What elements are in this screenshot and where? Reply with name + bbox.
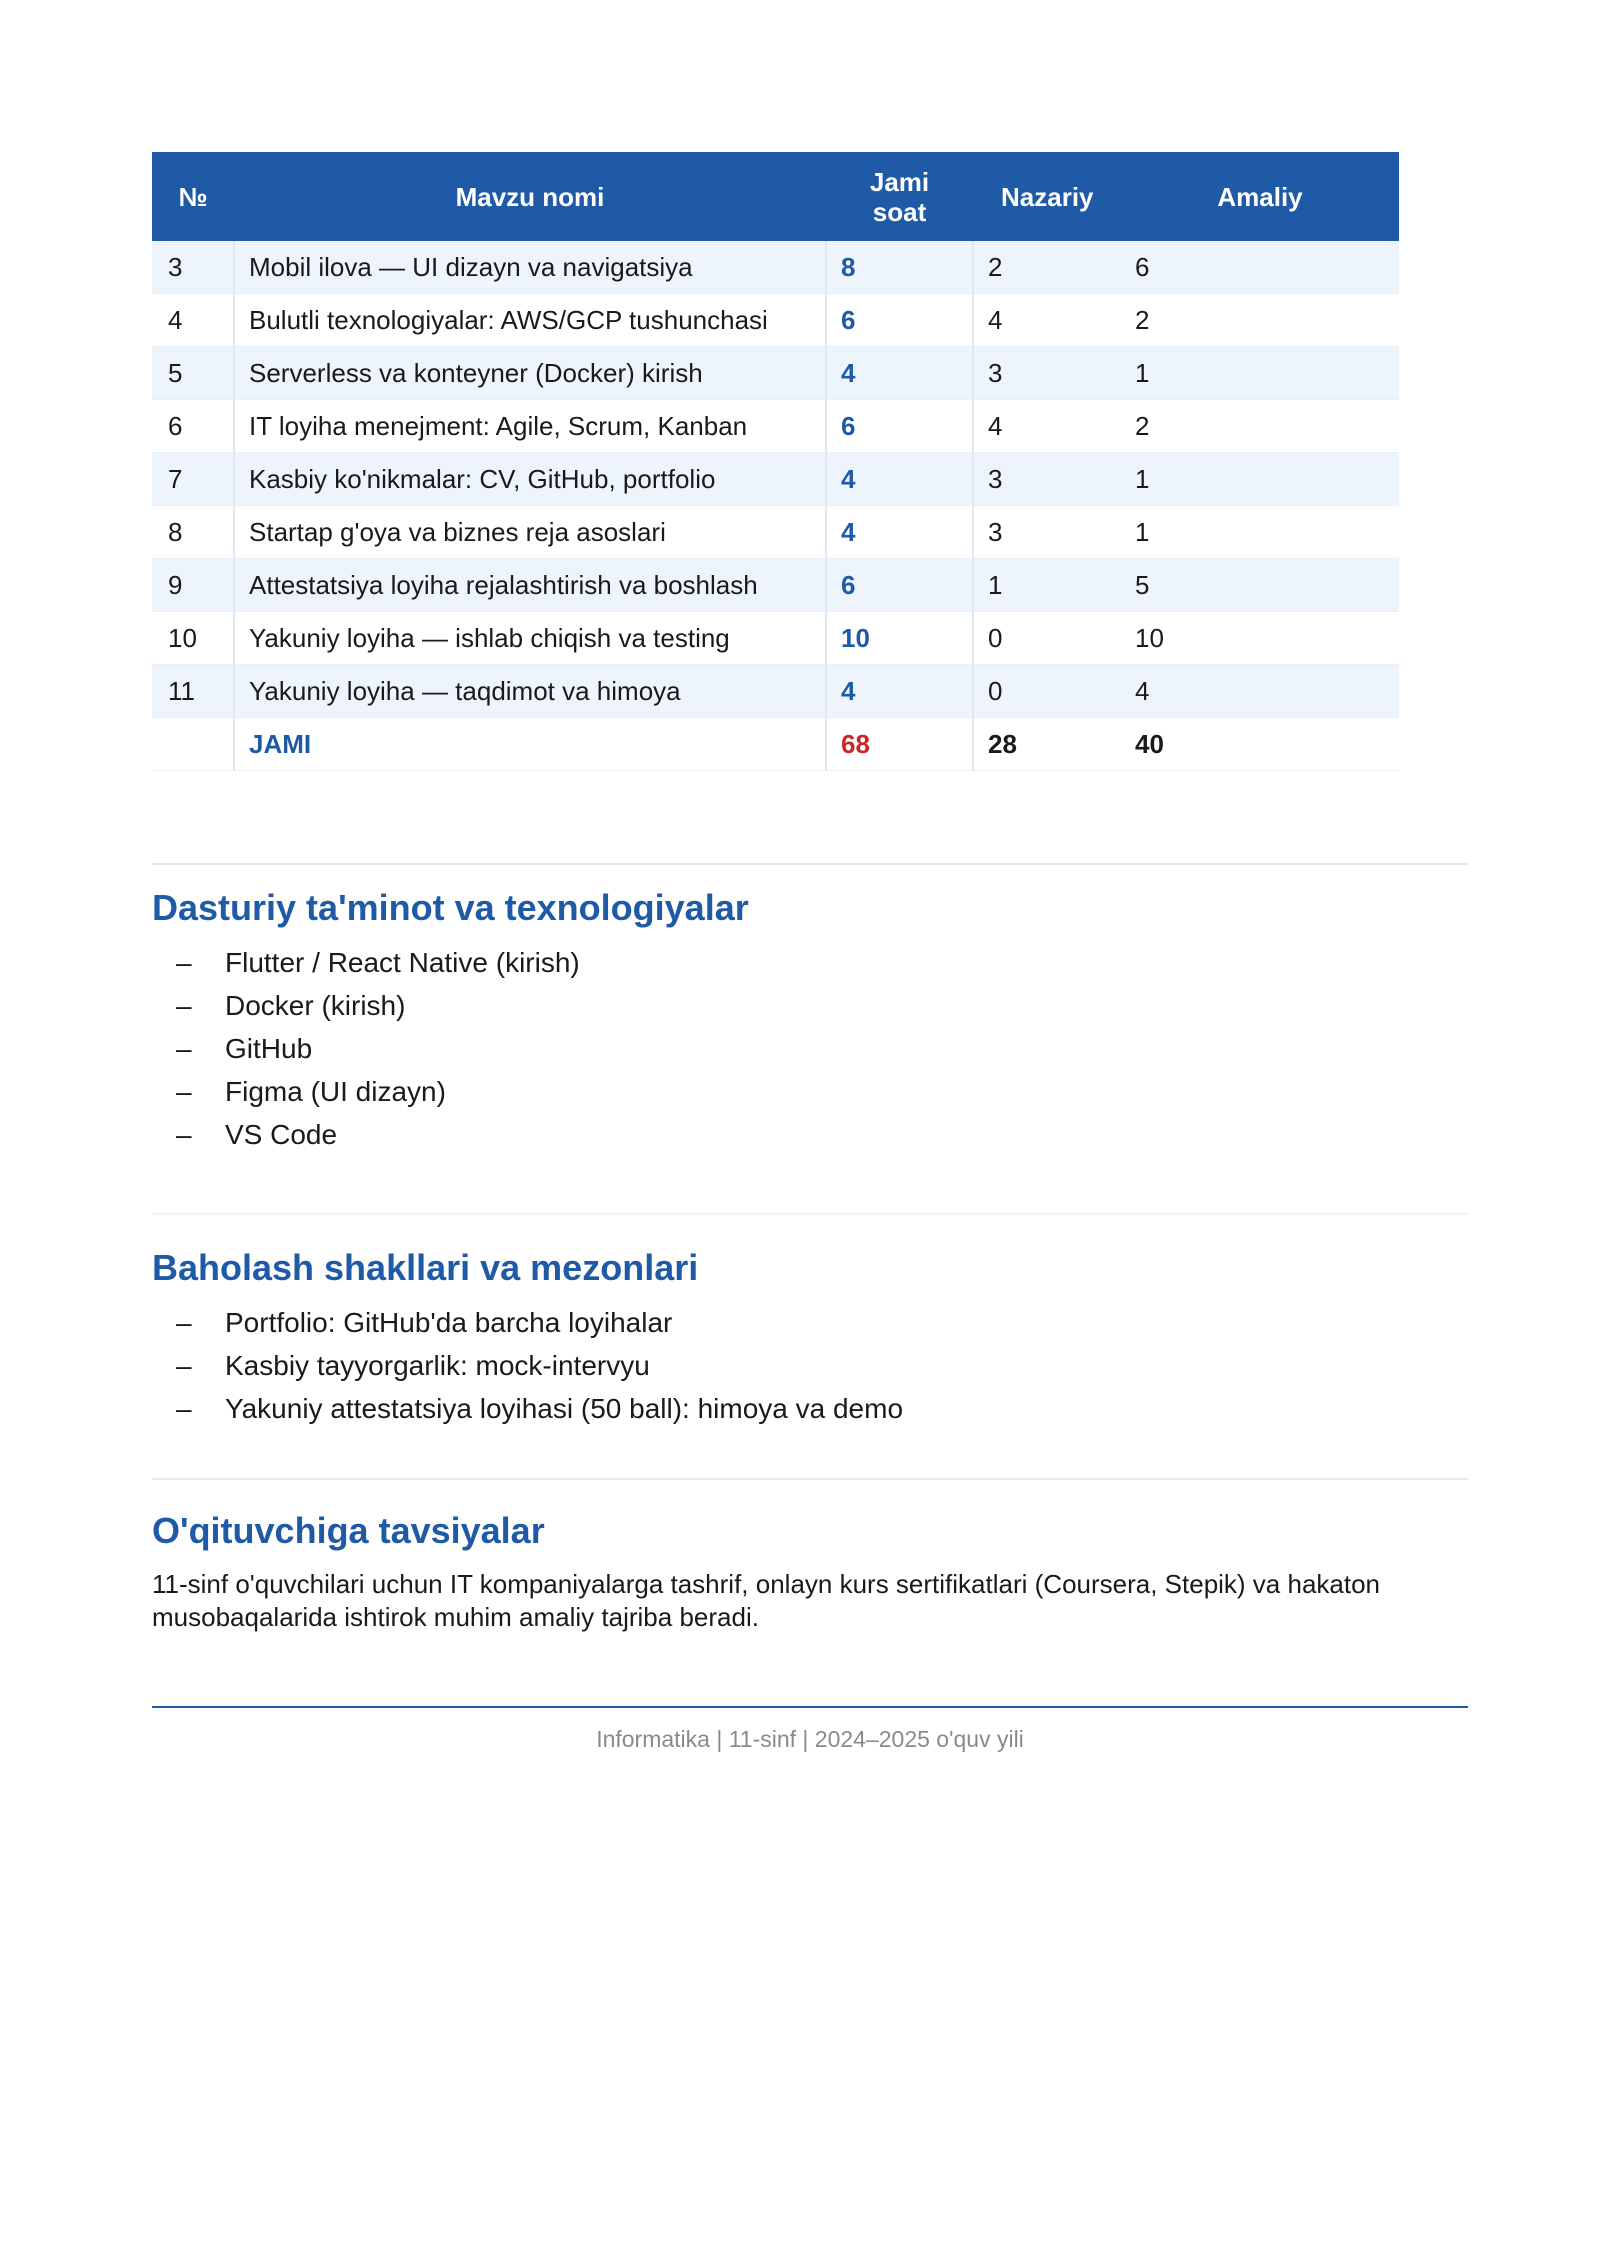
section-divider xyxy=(152,1478,1468,1480)
list-item xyxy=(152,1113,1468,1156)
table-row xyxy=(152,612,1399,665)
column-header-total-hours xyxy=(826,152,973,241)
cell-topic: Yakuniy loyiha — ishlab chiqish va testing xyxy=(234,612,826,665)
total-practice-sum: 40 xyxy=(1121,718,1399,771)
cell-total-hours: 6 xyxy=(826,294,973,347)
cell-topic: Yakuniy loyiha — taqdimot va himoya xyxy=(234,665,826,718)
cell-theory-hours: 0 xyxy=(973,612,1121,665)
cell-topic: Kasbiy ko'nikmalar: CV, GitHub, portfolio xyxy=(234,453,826,506)
cell-practice-hours: 2 xyxy=(1121,400,1399,453)
column-header-number: № xyxy=(152,152,234,241)
table-row xyxy=(152,559,1399,612)
cell-total-hours: 4 xyxy=(826,506,973,559)
total-label: JAMI xyxy=(234,718,826,771)
cell-practice-hours: 4 xyxy=(1121,665,1399,718)
assessment-list xyxy=(152,1301,1468,1430)
cell-practice-hours: 1 xyxy=(1121,347,1399,400)
list-item-text: Flutter / React Native (kirish) xyxy=(225,947,580,978)
recommendations-text: 11-sinf o'quvchilari uchun IT kompaniyalarga tashrif, onlayn kurs sertifikatlari (Coursera, Stepik) va hakaton musobaqalarida ishtirok muhim amaliy tajriba beradi. xyxy=(152,1569,1381,1632)
list-item-text: Docker (kirish) xyxy=(225,990,406,1021)
list-item-text: Figma (UI dizayn) xyxy=(225,1076,446,1107)
table-row xyxy=(152,400,1399,453)
list-item-text: Portfolio: GitHub'da barcha loyihalar xyxy=(225,1307,673,1338)
table-header-row xyxy=(152,152,1399,241)
list-item-text: Kasbiy tayyorgarlik: mock-intervyu xyxy=(225,1350,650,1381)
table-row xyxy=(152,665,1399,718)
hours-table xyxy=(152,152,1399,771)
cell-theory-hours: 2 xyxy=(973,241,1121,294)
cell-practice-hours: 10 xyxy=(1121,612,1399,665)
list-item xyxy=(152,984,1468,1027)
cell-theory-hours: 3 xyxy=(973,506,1121,559)
section-divider xyxy=(152,1213,1468,1215)
section-divider xyxy=(152,863,1468,865)
bullet-dash: – xyxy=(176,1393,192,1424)
cell-theory-hours: 1 xyxy=(973,559,1121,612)
software-list xyxy=(152,941,1468,1156)
cell-number: 9 xyxy=(152,559,234,612)
total-hours-sum: 68 xyxy=(826,718,973,771)
cell-total-hours: 6 xyxy=(826,400,973,453)
list-item-text: Yakuniy attestatsiya loyihasi (50 ball): himoya va demo xyxy=(225,1393,904,1424)
column-header-theory: Nazariy xyxy=(973,152,1121,241)
bullet-dash: – xyxy=(176,1350,192,1381)
table-row xyxy=(152,506,1399,559)
cell-practice-hours: 5 xyxy=(1121,559,1399,612)
bullet-dash: – xyxy=(176,1119,192,1150)
list-item xyxy=(152,941,1468,984)
bullet-dash: – xyxy=(176,990,192,1021)
cell-theory-hours: 4 xyxy=(973,294,1121,347)
cell-total-hours: 4 xyxy=(826,665,973,718)
cell-total-hours: 8 xyxy=(826,241,973,294)
cell-practice-hours: 6 xyxy=(1121,241,1399,294)
list-item xyxy=(152,1344,1468,1387)
cell-number: 6 xyxy=(152,400,234,453)
cell-total-hours: 4 xyxy=(826,453,973,506)
cell-topic: Startap g'oya va biznes reja asoslari xyxy=(234,506,826,559)
bullet-dash: – xyxy=(176,1033,192,1064)
cell-topic: Serverless va konteyner (Docker) kirish xyxy=(234,347,826,400)
total-theory-sum: 28 xyxy=(973,718,1121,771)
assessment-section xyxy=(152,1247,1468,1430)
list-item xyxy=(152,1387,1468,1430)
cell-number: 5 xyxy=(152,347,234,400)
table-row xyxy=(152,347,1399,400)
table-header xyxy=(152,152,1399,241)
cell-topic: Attestatsiya loyiha rejalashtirish va boshlash xyxy=(234,559,826,612)
cell-theory-hours: 0 xyxy=(973,665,1121,718)
recommendations-section-title: O'qituvchiga tavsiyalar xyxy=(152,1510,545,1551)
bullet-dash: – xyxy=(176,1307,192,1338)
cell-total-hours: 4 xyxy=(826,347,973,400)
cell-number: 4 xyxy=(152,294,234,347)
cell-practice-hours: 1 xyxy=(1121,506,1399,559)
assessment-section-title: Baholash shakllari va mezonlari xyxy=(152,1247,699,1288)
cell-number: 7 xyxy=(152,453,234,506)
table-total-row xyxy=(152,718,1399,771)
list-item xyxy=(152,1301,1468,1344)
cell-number: 11 xyxy=(152,665,234,718)
cell-topic: IT loyiha menejment: Agile, Scrum, Kanban xyxy=(234,400,826,453)
cell-theory-hours: 3 xyxy=(973,453,1121,506)
column-header-total-line2: soat xyxy=(872,196,927,227)
page-footer: Informatika | 11-sinf | 2024–2025 o'quv yili xyxy=(596,1726,1024,1752)
cell-total-hours: 6 xyxy=(826,559,973,612)
footer-divider xyxy=(152,1706,1468,1708)
bullet-dash: – xyxy=(176,947,192,978)
cell-number: 8 xyxy=(152,506,234,559)
column-header-practice: Amaliy xyxy=(1121,152,1399,241)
list-item-text: GitHub xyxy=(225,1033,313,1064)
column-header-topic: Mavzu nomi xyxy=(234,152,826,241)
cell-topic: Mobil ilova — UI dizayn va navigatsiya xyxy=(234,241,826,294)
bullet-dash: – xyxy=(176,1076,192,1107)
cell-number: 10 xyxy=(152,612,234,665)
cell-number xyxy=(152,718,234,771)
list-item xyxy=(152,1027,1468,1070)
document-page xyxy=(152,152,1468,1753)
list-item xyxy=(152,1070,1468,1113)
cell-number: 3 xyxy=(152,241,234,294)
list-item-text: VS Code xyxy=(225,1119,338,1150)
software-section xyxy=(152,887,1468,1156)
table-row xyxy=(152,453,1399,506)
cell-theory-hours: 4 xyxy=(973,400,1121,453)
cell-topic: Bulutli texnologiyalar: AWS/GCP tushunchasi xyxy=(234,294,826,347)
cell-practice-hours: 2 xyxy=(1121,294,1399,347)
cell-theory-hours: 3 xyxy=(973,347,1121,400)
column-header-total-line1: Jami xyxy=(869,166,930,197)
cell-total-hours: 10 xyxy=(826,612,973,665)
recommendations-section xyxy=(152,1510,1468,1634)
software-section-title: Dasturiy ta'minot va texnologiyalar xyxy=(152,887,749,928)
table-row xyxy=(152,294,1399,347)
table-body xyxy=(152,241,1399,771)
table-row xyxy=(152,241,1399,294)
cell-practice-hours: 1 xyxy=(1121,453,1399,506)
